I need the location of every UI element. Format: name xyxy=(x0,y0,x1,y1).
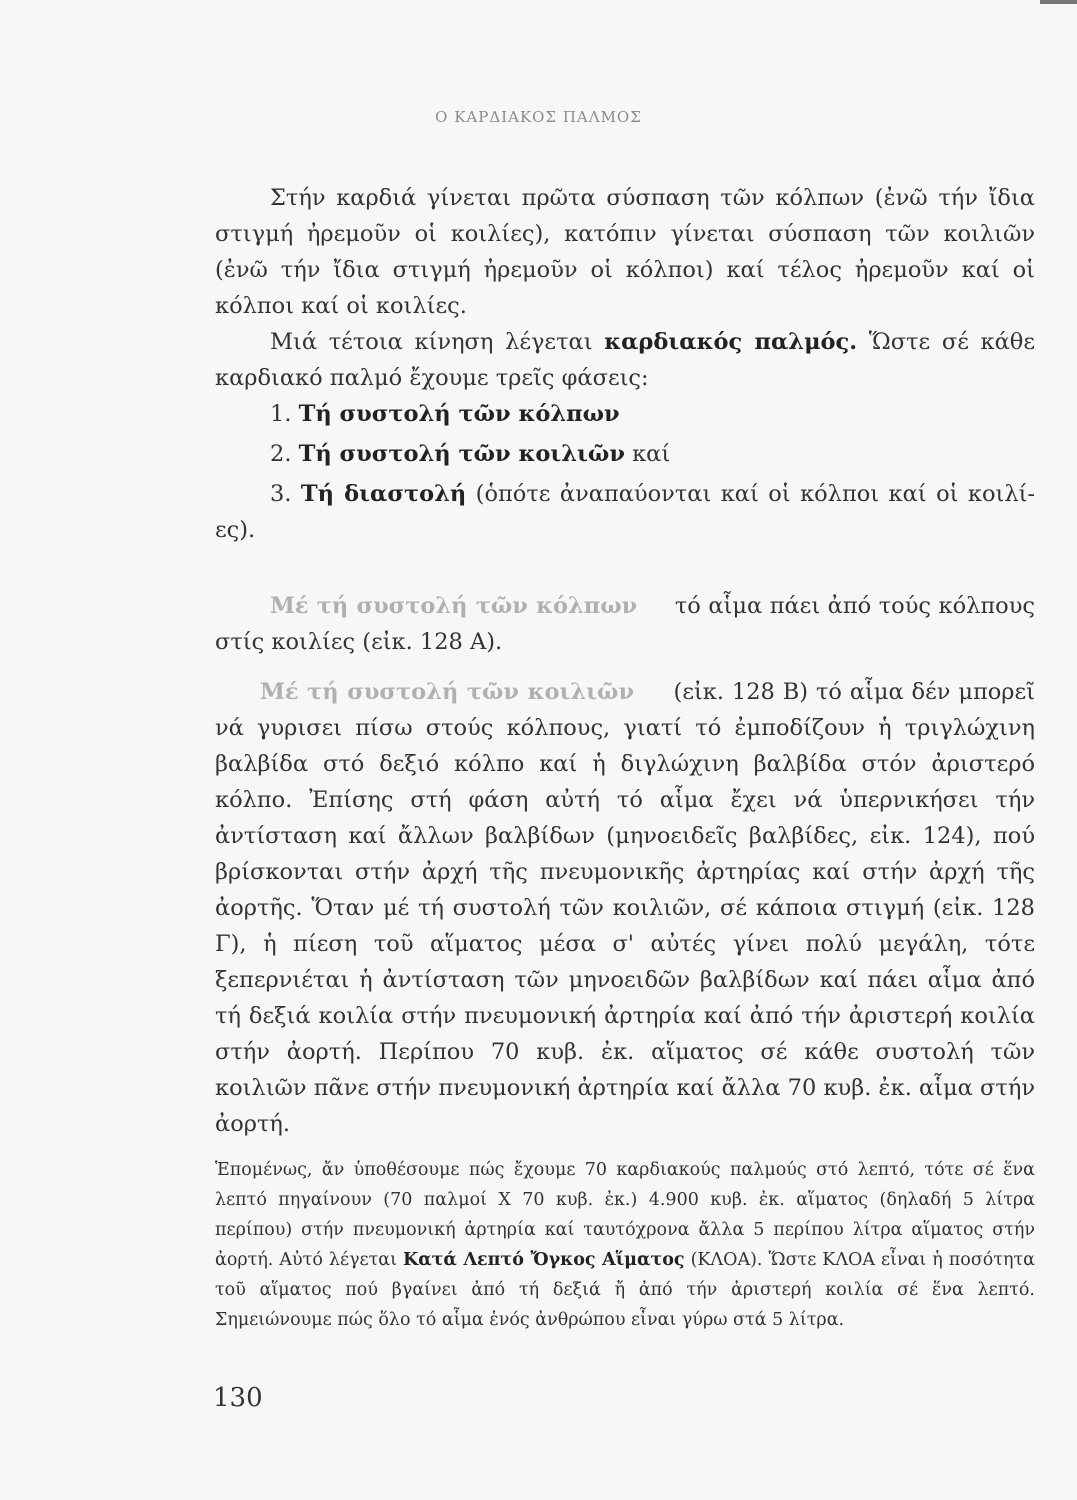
phase-item-2 xyxy=(215,436,1035,472)
footnote-text-before: Ἑπομένως, ἄν ὑποθέσουμε πώς ἔχουμε 70 καρδιακούς παλμούς στό λεπτό, τότε σέ ἕνα λεπτό πηγαίνουν (70 παλμοί Χ 70 κυβ. ἐκ.) 4.900 κυβ. ἐκ. αἵματος (δηλαδή 5 λίτρα περίπου) στήν πνευμονική ἀρτηρία καί ταυτόχρονα ἄλλα 5 περίπου λίτρα αἵματος στήν ἀορτή. Αὐτό λέγεται xyxy=(215,1160,1035,1270)
phase-number: 2. xyxy=(270,441,292,467)
ventricular-systole-text: (εἰκ. 128 Β) τό αἷμα δέν μπορεῖ νά γυρισει πίσω στούς κόλπους, γιατί τό ἐμποδίζουν ἡ τριγλώχινη βαλβίδα στό δεξιό κόλπο καί ἡ διγλώχινη βαλβίδα στόν ἀριστερό κόλπο. Ἐπίσης στή φάση αὐτή τό αἷμα ἔχει νά ὑπερνικήσει τήν ἀντίσταση καί ἄλλων βαλβίδων (μηνοειδεῖς βαλβίδες, εἰκ. 124), πού βρίσκονται στήν ἀρχή τῆς πνευμονικῆς ἀρτηρίας καί στήν ἀρχή τῆς ἀορτῆς. Ὅταν μέ τή συστολή τῶν κοιλιῶν, σέ κάποια στιγμή (εἰκ. 128 Γ), ἡ πίεση τοῦ αἵματος μέσα σ' αὐτές γίνει πολύ μεγάλη, τότε ξεπερνιέται ἡ ἀντίσταση τῶν μηνοειδῶν βαλβίδων καί πάει αἷμα ἀπό τή δεξιά κοιλία στήν πνευμονική ἀρτηρία καί ἀπό τήν ἀριστερή κοιλία στήν ἀορτή. Περίπου 70 κυβ. ἐκ. αἵματος σέ κάθε συστολή τῶν κοιλιῶν πᾶνε στήν πνευμονική ἀρτηρία καί ἄλλα 70 κυβ. ἐκ. αἷμα στήν ἀορτή. xyxy=(215,679,1035,1137)
phase-title: Τή διαστολή xyxy=(300,481,467,507)
paragraph-intro: Στήν καρδιά γίνεται πρῶτα σύσπαση τῶν κόλπων (ἐνῶ τήν ἴδια στιγμή ἠρεμοῦν οἱ κοιλίες), κατόπιν γίνεται σύσπαση τῶν κοιλιῶν (ἐνῶ τήν ἴδια στιγμή ἠρεμοῦν οἱ κόλποι) καί τέλος ἠρεμοῦν καί οἱ κόλποι καί οἱ κοιλίες. xyxy=(215,185,1035,319)
term-cardiac-pulse: καρδιακός παλμός. xyxy=(604,329,858,355)
paragraph-definition xyxy=(215,324,1035,396)
phase-title: Τή συστολή τῶν κόλπων xyxy=(298,401,620,427)
footnote-text-after: (ΚΛΟΑ). Ὥστε ΚΛΟΑ εἶναι ἡ ποσότητα τοῦ αἵματος πού βγαίνει ἀπό τή δεξιά ἤ ἀπό τήν ἀριστερή κοιλία σέ ἕνα λεπτό. Σημειώνουμε πώς ὅλο τό αἷμα ἑνός ἀνθρώπου εἶναι γύρω στά 5 λίτρα. xyxy=(215,1250,1035,1330)
scan-mark xyxy=(1040,0,1077,4)
page-number: 130 xyxy=(213,1383,263,1413)
phase-item-1 xyxy=(215,396,1035,432)
paragraph-atrial-systole xyxy=(215,588,1035,660)
faded-heading-atria: Μέ τή συστολή τῶν κόλπων xyxy=(270,593,638,619)
definition-text-after: Ὥστε σέ κάθε καρδιακό παλμό ἔχουμε τρεῖς φάσεις: xyxy=(215,329,1035,391)
atrial-systole-text: τό αἷμα πάει ἀπό τούς κόλπους στίς κοιλίες (εἰκ. 128 Α). xyxy=(215,593,1035,655)
running-header: Ο ΚΑΡΔΙΑΚΟΣ ΠΑΛΜΟΣ xyxy=(435,108,642,126)
definition-text-before: Μιά τέτοια κίνηση λέγεται xyxy=(270,329,605,355)
paragraph-ventricular-systole xyxy=(215,674,1035,1142)
phase-number: 1. xyxy=(270,401,292,427)
phase-rest: καί xyxy=(624,441,671,467)
footnote-cardiac-output xyxy=(215,1155,1035,1335)
faded-heading-ventricles: Μέ τή συστολή τῶν κοιλιῶν xyxy=(260,679,635,705)
phase-item-3 xyxy=(215,476,1035,548)
phase-title: Τή συστολή τῶν κοιλιῶν xyxy=(298,441,625,467)
phase-rest: (ὁπότε ἀναπαύονται καί οἱ κόλποι καί οἱ κοιλί-ες). xyxy=(215,481,1035,543)
term-cardiac-output: Κατά Λεπτό Ὄγκος Αἵματος xyxy=(402,1250,685,1270)
phase-number: 3. xyxy=(270,481,292,507)
